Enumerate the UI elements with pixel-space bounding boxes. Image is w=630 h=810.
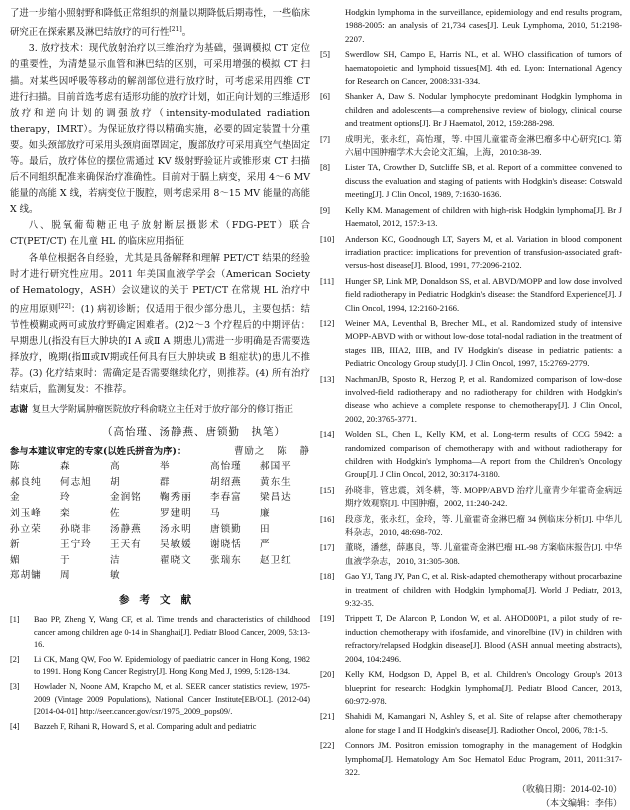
reference-number: [19] — [320, 613, 335, 624]
text: 了进一步缩小照射野和降低正常组织的剂量以期降低后期毒性，一些临床研究正在探索累及淋巴结放疗的可行性 — [10, 8, 311, 39]
expert-name: 高 — [110, 461, 121, 473]
expert-name: 马 — [210, 507, 221, 519]
reference-item — [10, 614, 310, 652]
expert-name: 佐 — [110, 507, 121, 519]
section-heading-pet-ct: 八、脱氧葡萄糖正电子放射断层摄影术（FDG-PET）联合 CT(PET/CT) 在儿童 HL 的临床应用指征 — [10, 220, 310, 248]
editor-note: （本文编辑：李伟） — [540, 797, 622, 808]
expert-name: 孙立荣 — [10, 523, 42, 535]
expert-name: 玲 — [60, 492, 71, 504]
expert-name: 周 — [60, 570, 71, 582]
reference-item — [320, 484, 622, 511]
reference-item — [320, 541, 622, 568]
reference-item — [320, 161, 622, 201]
expert-name: 媚 — [10, 554, 21, 566]
reference-text: 孙晓非，管忠震，刘冬耕，等. MOPP/ABVD 治疗儿童青少年霍奇金病远期疗效观察[J]. 中国肿瘤，2002, 11:240-242. — [345, 484, 622, 509]
expert-name: 赵卫红 — [260, 554, 292, 566]
expert-name: 孙晓非 — [60, 523, 92, 535]
expert-name: 高怡瑾 — [210, 461, 242, 473]
reference-number: [14] — [320, 429, 335, 440]
expert-name: 静 — [299, 445, 310, 457]
expert-name: 王宁玲 — [60, 539, 92, 551]
reference-number: [12] — [320, 317, 335, 328]
reference-number: [3] — [10, 682, 20, 691]
reference-item — [320, 428, 622, 482]
expert-name: 何志旭 — [60, 476, 92, 488]
reference-text: Bao PP, Zheng Y, Wang CF, et al. Time trends and characteristics of childhood cancer among children age 0-14 in Shanghai[J]. Pediatr Blood Cancer, 2009, 53:13-16. — [34, 615, 310, 650]
expert-name: 谢晓恬 — [210, 539, 242, 551]
expert-name: 新 — [10, 539, 21, 551]
reference-item — [10, 721, 310, 734]
reference-number: [22] — [320, 740, 335, 751]
expert-list-header — [10, 444, 310, 460]
expert-name: 曹励之 — [234, 445, 266, 457]
expert-name: 唐锁勤 — [210, 523, 242, 535]
reference-number: [8] — [320, 162, 331, 173]
paragraph-radiotherapy-intro — [10, 6, 310, 41]
reference-item — [320, 90, 622, 130]
expert-name: 陈 — [10, 461, 21, 473]
reference-text: Lister TA, Crowther D, Sutcliffe SB, et al. Report of a committee convened to discuss the evaluation and staging of patients with Hodgkin's disease: Cotswald meeting[J]. J Clin Oncol, 1989, 7:1630-1636. — [345, 162, 622, 200]
reference-item — [10, 654, 310, 679]
reference-item — [320, 133, 622, 160]
expert-name: 栾 — [60, 507, 71, 519]
reference-text: Weiner MA, Leventhal B, Brecher ML, et al. Randomized study of intensive MOPP-ABVD with or without low-dose total-nodal radiation in the treatment of stages IIB, IIIA2, IIIB, and IV Hodgkin's disease in pediatric patients: a Pediatric Oncology Group study[J]. J Clin Oncol, 1997, 15:2769-2779. — [345, 317, 622, 369]
reference-item — [320, 373, 622, 427]
text: ：(1) 病初诊断；仅适用于很少部分患儿，主要包括：结节性模糊或两可或放疗野确定困难者。(2)2～3 个疗程后的中期评估：早期患儿(指没有巨大肿块的Ⅰ A 或Ⅱ A 期患儿)需进一步明确是否需要选择放疗，晚期(指Ⅲ或Ⅳ期或任何具有巨大肿块或 B 组症状)的患儿不推荐。(3) 化疗结束时：需确定是否需要继续化疗，则推荐。(4) 所有治疗结束后，监测复发：不推荐。 — [10, 303, 310, 396]
references-title: 参考文献 — [119, 593, 201, 606]
paragraph-radiotherapy-technique: 3. 放疗技术：现代放射治疗以三维治疗为基础，强调模拟 CT 定位的重要性，为清楚显示血管和淋巴结的区别，可采用增强的模拟 CT 扫描。对某些因呼吸等移动的解剖部位进行放疗时，可考虑采用四维 CT 进行扫描。目前首选考虑有适形功能的放疗计划，如正向计划的三维适形放疗和逆向计划的调强放疗（intensity-modulated radiation therapy，IMRT）。为保证放疗得以精确实施，必要的固定装置十分重要。如头颈部放疗可采用头颈肩面罩固定，腹部放疗可采用真空气垫固定等。最后，放疗体位的摆位需通过 KV 级射野验证片或锥形束 CT 扫描后不同组织配准来确保治疗准确性。目前对于膈上病变，采用 4～6 MV 能量的高能 X 线，若病变位于腹腔，则考虑采用 8～15 MV 能量的高能 X 线。 — [10, 43, 311, 216]
reference-number: [5] — [320, 49, 331, 60]
reference-number: [10] — [320, 233, 335, 244]
expert-name: 张瑞东 — [210, 554, 242, 566]
reference-text: NachmanJB, Sposto R, Herzog P, et al. Randomized comparison of low-dose involved-field radiotherapy and no radiotherapy for children with Hodgkin's disease who achieve a complete response to chemotherapy[J]. J Clin Oncol, 2002, 20:3765-3771. — [345, 373, 622, 424]
reference-item — [320, 233, 622, 273]
expert-name: 吴敏媛 — [160, 539, 192, 551]
left-column — [10, 6, 310, 735]
expert-name: 群 — [160, 476, 171, 488]
reference-text: 段彦龙，张永红，金玲，等. 儿童霍奇金淋巴瘤 34 例临床分析[J]. 中华儿科杂志，2010, 48:698-702. — [345, 513, 622, 538]
expert-name: 胡绍燕 — [210, 476, 242, 488]
text: 各单位根据各自经验，尤其是具备解释和理解 PET/CT 结果的经验时才进行研究性应用。2011 年美国血液学学会（American Society of Hematology，ASH）会议建议的关于 PET/CT 在常规 HL 治疗中的应用原则 — [10, 252, 310, 315]
reference-text: Gao YJ, Tang JY, Pan C, et al. Risk-adapted chemotherapy without procarbazine in treatment of children with Hodgkin lymphoma[J]. World J Pediatr, 2013, 9:32-35. — [345, 571, 622, 609]
reference-text: Swerdlow SH, Campo E, Harris NL, et al. WHO classification of tumors of haematopoietic and lymphoid tissues[M]. 4th ed. Lyon: International Agency for Research on Cancer, 2008:331-334. — [345, 49, 622, 87]
reference-number: [15] — [320, 484, 335, 495]
text: 。 — [181, 27, 192, 39]
expert-name: 敏 — [110, 570, 121, 582]
acknowledgement-label: 志谢 — [10, 404, 29, 415]
reference-number: [18] — [320, 571, 335, 582]
right-column — [320, 6, 622, 810]
expert-name: 洁 — [110, 554, 121, 566]
expert-name: 陈 — [277, 445, 288, 457]
reference-item — [10, 681, 310, 719]
paragraph-pet-ct — [10, 251, 310, 399]
expert-name: 鞠秀丽 — [160, 492, 192, 504]
reference-number: [1] — [10, 615, 20, 625]
acknowledgement — [10, 403, 310, 418]
writing-authors: （高怡瑾、汤静燕、唐锁勤 执笔） — [102, 425, 286, 438]
expert-name: 金 — [10, 492, 21, 504]
expert-name: 郝良纯 — [10, 476, 42, 488]
reference-item — [320, 48, 622, 88]
expert-name: 郑胡镛 — [10, 570, 42, 582]
reference-text: Bazzeh F, Rihani R, Howard S, et al. Comparing adult and pediatric — [34, 721, 257, 731]
reference-number: [9] — [320, 204, 331, 215]
reference-number: [21] — [320, 711, 335, 722]
citation: [22] — [58, 302, 71, 310]
reference-item — [320, 317, 622, 371]
expert-name: 胡 — [110, 476, 121, 488]
reference-text: Anderson KC, Goodnough LT, Sayers M, et al. Variation in blood component irradiation practice: implications for prevention of transfusion-associated graft-versus-host disease[J]. Blood, 1991, 77:2096-2102. — [345, 233, 622, 271]
expert-name: 梁昌达 — [260, 492, 292, 504]
reference-number: [20] — [320, 669, 335, 680]
expert-name: 黄东生 — [260, 476, 292, 488]
reference-text: Howlader N, Noone AM, Krapcho M, et al. SEER cancer statistics review, 1975-2009 (Vintage 2009 Populations), National Cancer Institute[EB/OL]. (2012-04) [2014-04-01] http://seer.cancer.gov/csr/1975_2009_pops09/. — [34, 682, 310, 717]
expert-name: 汤永明 — [160, 523, 192, 535]
expert-name: 翟晓文 — [160, 554, 192, 566]
expert-list-title: 参与本建议审定的专家(以姓氏拼音为序)： — [10, 445, 187, 457]
reference-text: Hodgkin lymphoma in the surveillance, epidemiology and end results program, 1988-2005: an analysis of 21,734 cases[J]. Leuk Lymphoma, 2010, 51:2198-2207. — [345, 7, 622, 44]
expert-name: 田 — [260, 523, 271, 535]
references-right — [320, 6, 622, 779]
reference-item — [320, 275, 622, 315]
received-date: （收稿日期：2014-02-10） — [517, 784, 622, 795]
expert-name: 举 — [160, 461, 171, 473]
reference-number: [6] — [320, 91, 331, 102]
reference-text: Trippett T, De Alarcon P, London W, et al. AHOD00P1, a pilot study of re-induction chemotherapy with ifosfamide, and vinorelbine (IV) in children with refractory/relapsed Hodgkin disease[J]. Blood (ASH annual meeting abstracts), 2004, 104:2496. — [345, 613, 622, 664]
reference-item — [320, 6, 622, 46]
references-left — [10, 614, 310, 733]
reference-number: [4] — [10, 721, 20, 731]
reference-item — [320, 570, 622, 610]
expert-name: 罗建明 — [160, 507, 192, 519]
expert-name: 廉 — [260, 507, 271, 519]
reference-item — [320, 710, 622, 737]
expert-list — [10, 459, 310, 584]
expert-name: 于 — [60, 554, 71, 566]
reference-item — [320, 513, 622, 540]
citation: [21] — [169, 26, 182, 34]
reference-text: Connors JM. Positron emission tomography in the management of Hodgkin lymphoma[J]. Hematology Am Soc Hematol Educ Program, 2011, 2011:317-322. — [345, 740, 622, 777]
expert-name: 郝国平 — [260, 461, 292, 473]
reference-number: [17] — [320, 542, 335, 553]
expert-name: 刘玉峰 — [10, 507, 42, 519]
reference-text: Wolden SL, Chen L, Kelly KM, et al. Long-term results of CCG 5942: a randomized comparison of chemotherapy with and without radiotherapy for children with Hodgkin's lymphoma—A report from the Children's Oncology Group[J]. J Clin Oncol, 2012, 30:3174-3180. — [345, 429, 622, 480]
reference-number: [11] — [320, 275, 334, 286]
reference-text: 成明光，张永红，高怡瑾，等. 中国儿童霍奇金淋巴瘤多中心研究[C]. 第六届中国肿瘤学术大会论文汇编，上海，2010:38-39. — [345, 133, 622, 158]
reference-number: [7] — [320, 133, 331, 144]
reference-number: [13] — [320, 373, 335, 384]
reference-text: Shahidi M, Kamangari N, Ashley S, et al. Site of relapse after chemotherapy alone for stage I and II Hodgkin's disease[J]. Radiother Oncol, 2006, 78:1-5. — [345, 711, 622, 735]
acknowledgement-text: 复旦大学附属肿瘤医院放疗科俞晓立主任对于放疗部分的修订指正 — [32, 404, 294, 415]
reference-text: 董晓，潘慈，薛惠良，等. 儿童霍奇金淋巴瘤 HL-98 方案临床报告[J]. 中华血液学杂志，2010, 31:305-308. — [345, 542, 622, 566]
reference-item — [320, 204, 622, 231]
reference-item — [320, 668, 622, 708]
reference-text: Hunger SP, Link MP, Donaldson SS, et al. ABVD/MOPP and low dose involved field radiotherapy in Pediatric Hodgkin's disease: the Standford Experience[J]. J Clin Oncol, 1994, 12:2160-2166. — [345, 275, 622, 313]
expert-name: 李春富 — [210, 492, 242, 504]
expert-name: 王天有 — [110, 539, 142, 551]
reference-text: Shanker A, Daw S. Nodular lymphocyte predominant Hodgkin lymphoma in children and adolescents—a comprehensive review of biology, clinical course and treatment options[J]. Br J Haematol, 2012, 159:288-298. — [345, 91, 622, 129]
reference-number: [2] — [10, 654, 20, 664]
expert-name: 严 — [260, 539, 271, 551]
expert-name: 金润铭 — [110, 492, 142, 504]
expert-name: 汤静燕 — [110, 523, 142, 535]
expert-name: 森 — [60, 461, 71, 473]
reference-number: [16] — [320, 513, 335, 524]
reference-item — [320, 739, 622, 779]
reference-text: Li CK, Mang QW, Foo W. Epidemiology of paediatric cancer in Hong Kong, 1982 to 1991. Hong Kong Cancer Registry[J]. Hong Kong Med J, 1999, 5:128-134. — [34, 654, 310, 677]
expert-first-row — [234, 444, 310, 460]
reference-text: Kelly KM, Hodgson D, Appel B, et al. Children's Oncology Group's 2013 blueprint for research: Hodgkin lymphoma[J]. Pediatr Blood Cancer, 2013, 60:972-978. — [345, 669, 622, 706]
reference-text: Kelly KM. Management of children with high-risk Hodgkin lymphoma[J]. Br J Haematol, 2012, 157:3-13. — [345, 204, 622, 229]
reference-item — [320, 612, 622, 666]
